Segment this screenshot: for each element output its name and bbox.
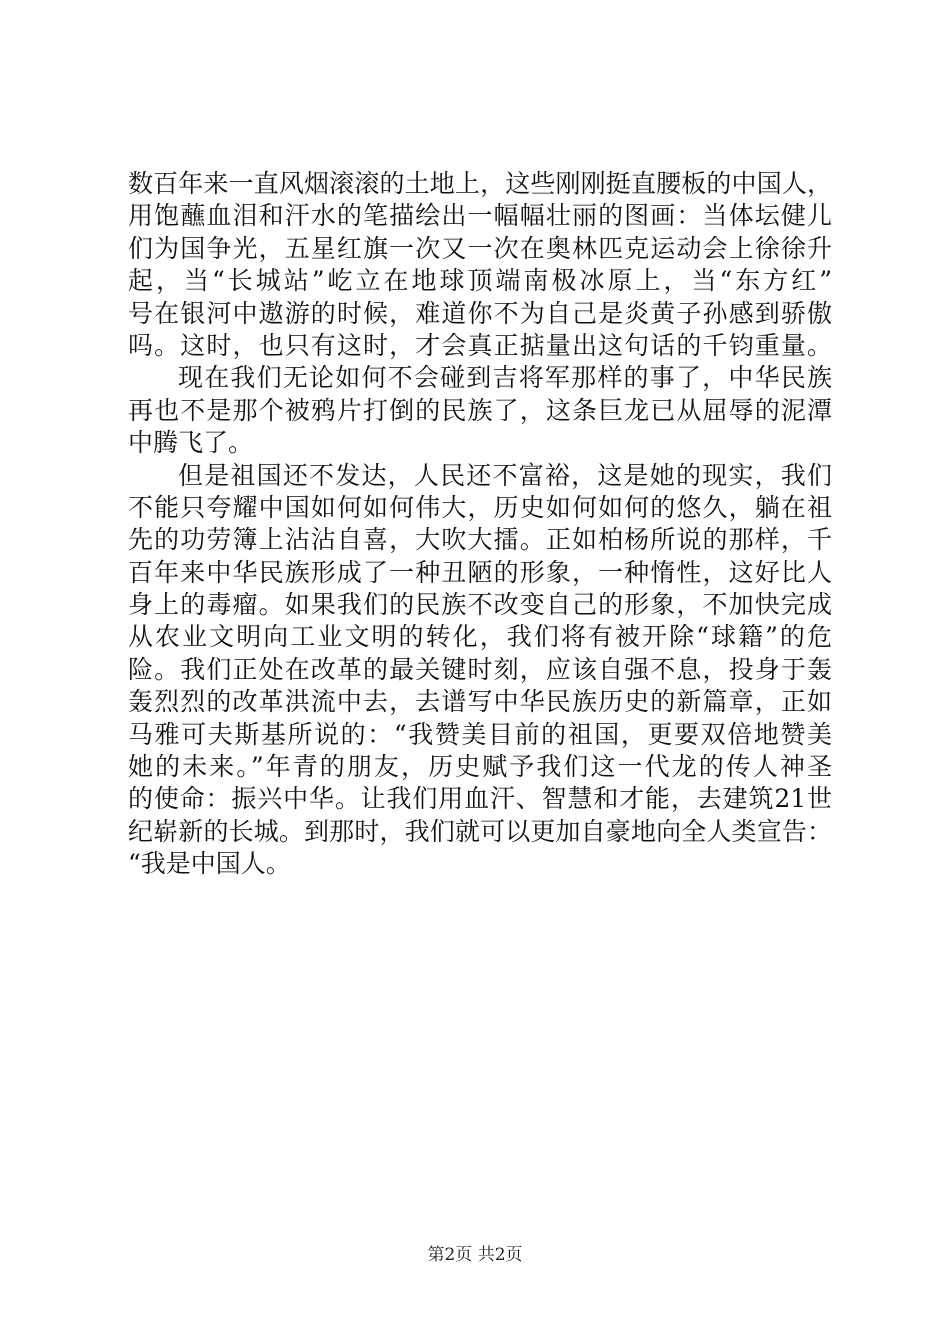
body-text (128, 168, 832, 881)
text-line: 们为国争光，五星红旗一次又一次在奥林匹克运动会上徐徐升 (128, 233, 832, 263)
text-line: 起，当“长城站”屹立在地球顶端南极冰原上，当“东方红” (128, 266, 832, 296)
text-line: 轰烈烈的改革洪流中去，去谱写中华民族历史的新篇章，正如 (128, 687, 832, 717)
text-line: 数百年来一直风烟滚滚的土地上，这些刚刚挺直腰板的中国人， (128, 169, 832, 198)
text-line: 中腾飞了。 (128, 428, 254, 458)
text-line: 的使命：振兴中华。让我们用血汗、智慧和才能，去建筑21世 (128, 784, 832, 814)
text-line: 用饱蘸血泪和汗水的笔描绘出一幅幅壮丽的图画：当体坛健儿 (128, 201, 832, 231)
text-line: 马雅可夫斯基所说的：“我赞美目前的祖国，更要双倍地赞美 (128, 719, 832, 749)
text-line: 险。我们正处在改革的最关键时刻，应该自强不息，投身于轰 (128, 654, 832, 684)
text-line: “我是中国人。 (128, 849, 291, 879)
text-line: 吗。这时，也只有这时，才会真正掂量出这句话的千钧重量。 (128, 330, 832, 360)
text-line: 她的未来。”年青的朋友，历史赋予我们这一代龙的传人神圣 (128, 752, 832, 782)
text-line: 再也不是那个被鸦片打倒的民族了，这条巨龙已从屈辱的泥潭 (128, 395, 832, 425)
text-line: 百年来中华民族形成了一种丑陋的形象，一种惰性，这好比人 (128, 557, 832, 587)
text-line: 不能只夸耀中国如何如何伟大，历史如何如何的悠久，躺在祖 (128, 492, 832, 522)
text-line: 先的功劳簿上沾沾自喜，大吹大擂。正如柏杨所说的那样，千 (128, 525, 832, 555)
text-line: 现在我们无论如何不会碰到吉将军那样的事了，中华民族 (178, 363, 832, 393)
text-line: 号在银河中遨游的时候，难道你不为自己是炎黄子孙感到骄傲 (128, 298, 832, 328)
text-line: 身上的毒瘤。如果我们的民族不改变自己的形象，不加快完成 (128, 590, 832, 620)
text-line: 纪崭新的长城。到那时，我们就可以更加自豪地向全人类宣告： (128, 816, 832, 846)
page-number-footer: 第2页 共2页 (427, 1245, 523, 1265)
text-line: 但是祖国还不发达，人民还不富裕，这是她的现实，我们 (178, 460, 832, 490)
text-line: 从农业文明向工业文明的转化，我们将有被开除“球籍”的危 (128, 622, 832, 652)
